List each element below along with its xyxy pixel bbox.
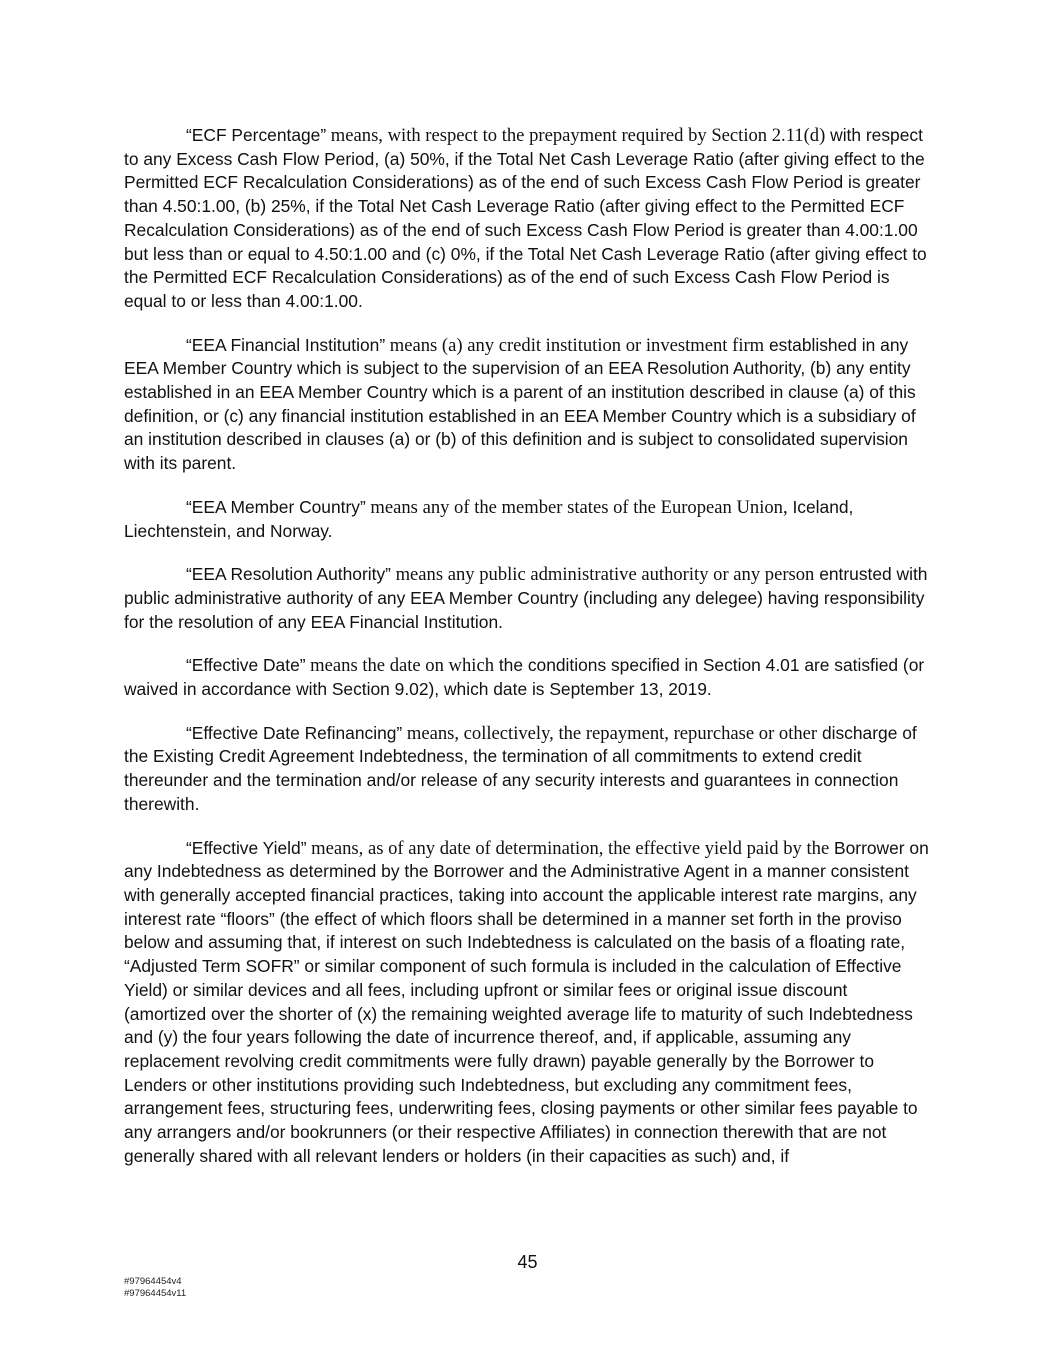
definition-lead: means (a) any credit institution or investment firm <box>385 334 765 356</box>
definition-effective-date <box>124 654 930 701</box>
document-body <box>124 124 930 1188</box>
definition-lead: means the date on which <box>305 655 494 677</box>
definition-lead: means, with respect to the prepayment required by Section 2.11(d) <box>326 125 826 146</box>
definition-eea-member-country <box>124 496 930 543</box>
definition-body: established in any EEA Member Country which is subject to the supervision of an EEA Resolution Authority, (b) any entity established in an EEA Member Country which is a parent of an institution described in clause (a) of this definition, or (c) any financial institution established in an EEA Member Country which is a subsidiary of an institution described in clauses (a) or (b) of this definition and is subject to consolidated supervision with its parent. <box>124 334 916 474</box>
definition-eea-resolution-authority <box>124 563 930 634</box>
definition-lead: means any of the member states of the European Union, <box>365 496 788 518</box>
defined-term: “Effective Yield” <box>186 837 307 858</box>
defined-term: “ECF Percentage” <box>186 125 327 145</box>
definition-body: Iceland, Liechtenstein, and Norway. <box>124 496 854 541</box>
document-id-stamp <box>124 1276 186 1300</box>
definition-body: discharge of the Existing Credit Agreement Indebtedness, the termination of all commitments to extend credit thereunder and the termination and/or release of any security interests and guarantees in connection therewith. <box>124 722 917 814</box>
definition-body: with respect to any Excess Cash Flow Period, (a) 50%, if the Total Net Cash Leverage Ratio (after giving effect to the Permitted ECF Recalculation Considerations) as of the end of such Excess Cash Flow Period is greater than 4.50:1.00, (b) 25%, if the Total Net Cash Leverage Ratio (after giving effect to the Permitted ECF Recalculation Considerations) as of the end of such Excess Cash Flow Period is greater than 4.00:1.00 but less than or equal to 4.50:1.00 and (c) 0%, if the Total Net Cash Leverage Ratio (after giving effect to the Permitted ECF Recalculation Considerations) as of the end of such Excess Cash Flow Period is equal to or less than 4.00:1.00. <box>124 125 927 311</box>
defined-term: “EEA Financial Institution” <box>186 334 386 355</box>
document-id-secondary: #97964454v11 <box>124 1288 187 1299</box>
definition-eea-financial-institution <box>124 334 930 476</box>
definition-lead: means, collectively, the repayment, repurchase or other <box>402 722 818 744</box>
definition-effective-date-refinancing <box>124 722 930 817</box>
definition-lead: means any public administrative authority or any person <box>390 564 815 586</box>
defined-term: “EEA Member Country” <box>186 496 366 517</box>
definition-body: entrusted with public administrative authority of any EEA Member Country (including any delegee) having responsibility for the resolution of any EEA Financial Institution. <box>124 564 928 632</box>
definition-body: the conditions specified in Section 4.01 are satisfied (or waived in accordance with Section 9.02), which date is September 13, 2019. <box>124 655 925 700</box>
document-id-primary: #97964454v4 <box>124 1276 182 1287</box>
definition-body: Borrower on any Indebtedness as determined by the Borrower and the Administrative Agent in a manner consistent with generally accepted financial practices, taking into account the applicable interest rate margins, any interest rate “floors” (the effect of which floors shall be determined in a manner set forth in the proviso below and assuming that, if interest on such Indebtedness is calculated on the basis of a floating rate, “Adjusted Term SOFR” or similar component of such formula is included in the calculation of Effective Yield) or similar devices and all fees, including upfront or similar fees or original issue discount (amortized over the shorter of (x) the remaining weighted average life to maturity of such Indebtedness and (y) the four years following the date of incurrence thereof, and, if applicable, assuming any replacement revolving credit commitments were fully drawn) payable generally by the Borrower to Lenders or other institutions providing such Indebtedness, but excluding any commitment fees, arrangement fees, structuring fees, underwriting fees, closing payments or other similar fees payable to any arrangers and/or bookrunners (or their respective Affiliates) in connection therewith that are not generally shared with all relevant lenders or holders (in their capacities as such) and, if <box>124 837 929 1166</box>
definition-ecf-percentage <box>124 124 930 314</box>
defined-term: “EEA Resolution Authority” <box>186 564 391 585</box>
definition-effective-yield <box>124 837 930 1169</box>
definition-lead: means, as of any date of determination, the effective yield paid by the <box>306 837 830 859</box>
defined-term: “Effective Date Refinancing” <box>186 722 403 743</box>
page-number: 45 <box>517 1252 538 1272</box>
defined-term: “Effective Date” <box>186 655 306 676</box>
